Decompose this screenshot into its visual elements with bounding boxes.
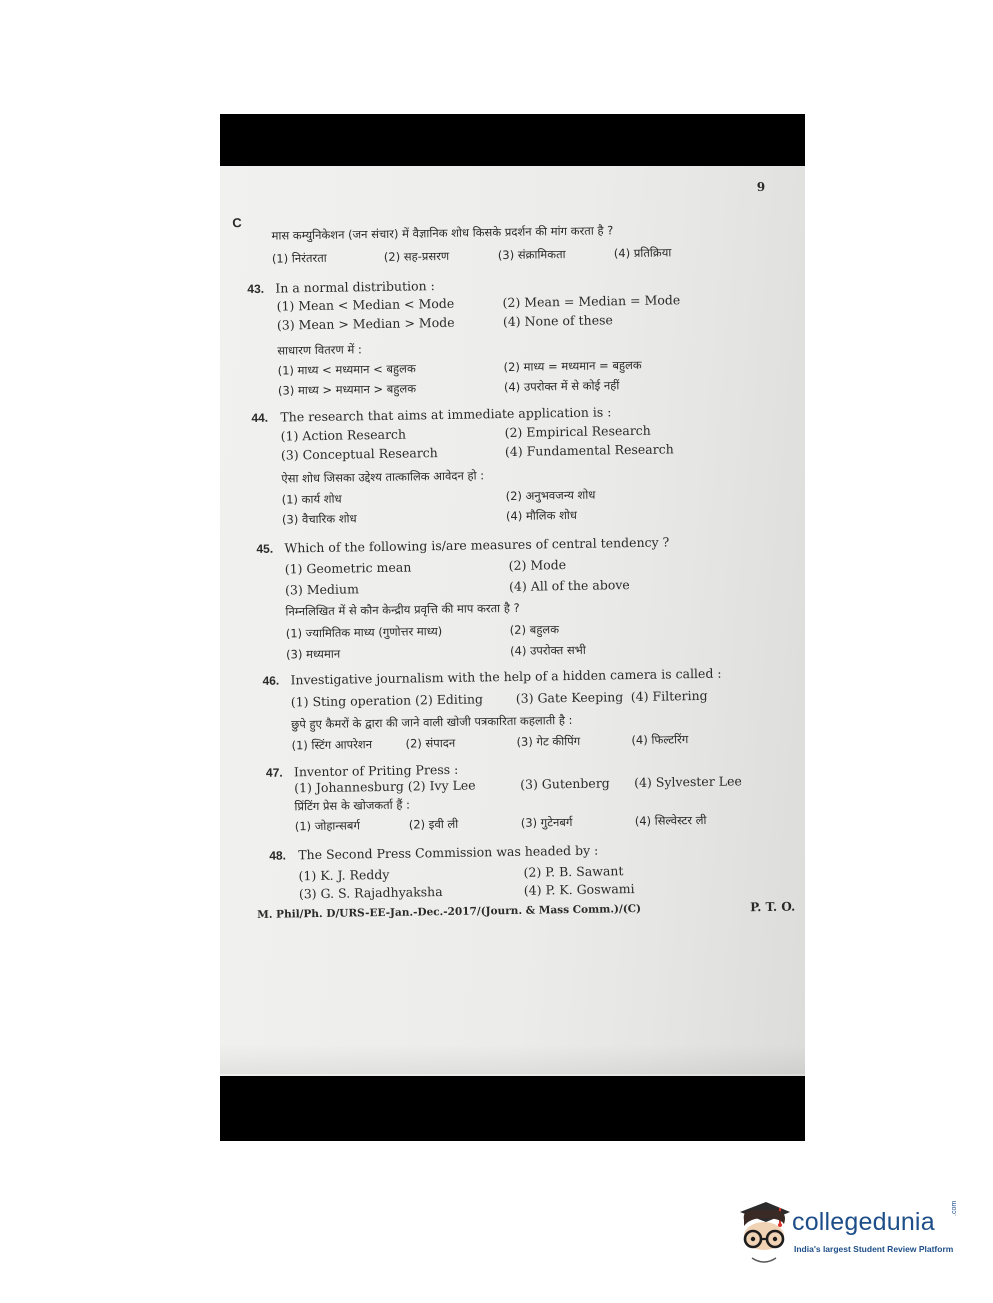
q44-option-1-hindi: (1) कार्य शोध: [281, 491, 342, 507]
q46-option-3-hindi: (3) गेट कीपिंग: [516, 733, 581, 749]
q48-option-4: (4) P. K. Goswami: [523, 881, 635, 898]
q47-question: Inventor of Priting Press :: [293, 761, 459, 780]
q47-number: 47.: [265, 765, 283, 780]
q47-option-4: (4) Sylvester Lee: [634, 773, 742, 791]
q44-number: 44.: [251, 410, 269, 425]
q42-option-3-hindi: (3) संक्रामिकता: [497, 247, 566, 263]
q48-option-3: (3) G. S. Rajadhyaksha: [298, 884, 443, 902]
scanned-photo: [220, 114, 805, 1141]
q46-option-4-hindi: (4) फिल्टरिंग: [631, 732, 689, 748]
q44-question-hindi: ऐसा शोध जिसका उद्देश्य तात्कालिक आवेदन हो :: [281, 468, 485, 486]
q48-question: The Second Press Commission was headed by :: [298, 842, 599, 863]
q47-options-1-2: (1) Johannesburg (2) Ivy Lee: [294, 777, 476, 796]
q44-option-4: (4) Fundamental Research: [504, 441, 674, 460]
q44-option-2: (2) Empirical Research: [504, 422, 651, 441]
q46-options-1-2: (1) Sting operation (2) Editing: [290, 691, 484, 710]
exam-paper: [220, 166, 805, 1076]
q43-option-1-hindi: (1) माध्य < मध्यमान < बहुलक: [277, 361, 416, 378]
q43-question: In a normal distribution :: [275, 278, 435, 296]
q44-option-2-hindi: (2) अनुभवजन्य शोध: [505, 487, 596, 504]
q43-option-3-hindi: (3) माध्य > मध्यमान > बहुलक: [277, 381, 417, 398]
q47-option-1-hindi: (1) जोहान्सबर्ग: [294, 818, 360, 834]
q47-option-4-hindi: (4) सिल्वेस्टर ली: [634, 812, 707, 829]
q42-option-1-hindi: (1) निरंतरता: [271, 250, 327, 266]
q48-option-1: (1) K. J. Reddy: [298, 866, 390, 884]
q44-question: The research that aims at immediate application is :: [280, 404, 612, 425]
q42-option-2-hindi: (2) सह-प्रसरण: [383, 248, 450, 264]
paper-footer-code: M. Phil/Ph. D/URS-EE-Jan.-Dec.-2017/(Journ. & Mass Comm.)/(C): [257, 902, 642, 921]
q45-question-hindi: निम्नलिखित में से कौन केन्द्रीय प्रवृत्ति की माप करता है ?: [285, 600, 520, 619]
graduate-mascot-icon: [736, 1196, 792, 1266]
q45-option-3-hindi: (3) मध्यमान: [285, 646, 341, 662]
q48-number: 48.: [269, 848, 287, 863]
q47-option-3-hindi: (3) गुटेनबर्ग: [520, 815, 573, 830]
q46-option-2-hindi: (2) संपादन: [405, 735, 456, 751]
q43-question-hindi: साधारण वितरण में :: [277, 342, 362, 358]
q43-option-4-hindi: (4) उपरोक्त में से कोई नहीं: [503, 378, 620, 395]
q43-option-1: (1) Mean < Median < Mode: [276, 295, 455, 314]
q46-option-1-hindi: (1) स्टिंग आपरेशन: [291, 737, 373, 753]
q45-option-2: (2) Mode: [508, 557, 567, 573]
q42-question-hindi: मास कम्युनिकेशन (जन संचार) में वैज्ञानिक शोध किसके प्रदर्शन की मांग करता है ?: [271, 223, 614, 243]
q43-option-2-hindi: (2) माध्य = मध्यमान = बहुलक: [503, 357, 642, 375]
q48-option-2: (2) P. B. Sawant: [523, 863, 624, 880]
q43-option-2: (2) Mean = Median = Mode: [502, 292, 681, 311]
q45-question: Which of the following is/are measures of central tendency ?: [284, 534, 670, 556]
brand-name: collegedunia: [792, 1208, 935, 1236]
q45-option-1: (1) Geometric mean: [284, 559, 412, 577]
q46-option-4: (4) Filtering: [630, 687, 708, 705]
please-turn-over: P. T. O.: [750, 899, 796, 915]
q44-option-3-hindi: (3) वैचारिक शोध: [281, 511, 357, 527]
set-code: C: [232, 215, 242, 231]
q42-option-4-hindi: (4) प्रतिक्रिया: [613, 245, 672, 261]
exam-sheet: [220, 157, 805, 966]
q45-option-1-hindi: (1) ज्यामितिक माध्य (गुणोत्तर माध्य): [285, 624, 443, 641]
q43-number: 43.: [247, 281, 265, 297]
paper-shadow: [220, 1044, 805, 1074]
q46-question: Investigative journalism with the help of a hidden camera is called :: [290, 665, 722, 688]
page-number: 9: [756, 179, 766, 195]
q44-option-1: (1) Action Research: [280, 426, 407, 444]
q45-option-3: (3) Medium: [284, 581, 359, 598]
q46-option-3: (3) Gate Keeping: [515, 689, 624, 706]
q46-question-hindi: छुपे हुए कैमरों के द्वारा की जाने वाली खोजी पत्रकारिता कहलाती है :: [291, 712, 573, 732]
q47-option-2-hindi: (2) इवी ली: [408, 816, 459, 832]
brand-tagline: India's largest Student Review Platform: [794, 1244, 954, 1254]
q44-option-3: (3) Conceptual Research: [280, 445, 438, 463]
q43-option-4: (4) None of these: [502, 312, 613, 330]
collegedunia-logo: [736, 1196, 962, 1266]
q46-number: 46.: [262, 673, 280, 688]
q47-question-hindi: प्रिंटिंग प्रेस के खोजकर्ता हैं :: [294, 797, 411, 814]
q45-number: 45.: [256, 541, 274, 556]
q45-option-4: (4) All of the above: [508, 577, 630, 594]
q47-option-3: (3) Gutenberg: [520, 775, 610, 792]
q45-option-2-hindi: (2) बहुलक: [509, 622, 560, 637]
brand-suffix: .com: [951, 1200, 958, 1216]
q44-option-4-hindi: (4) मौलिक शोध: [505, 507, 577, 524]
q43-option-3: (3) Mean > Median > Mode: [276, 314, 455, 333]
q45-option-4-hindi: (4) उपरोक्त सभी: [509, 642, 586, 658]
